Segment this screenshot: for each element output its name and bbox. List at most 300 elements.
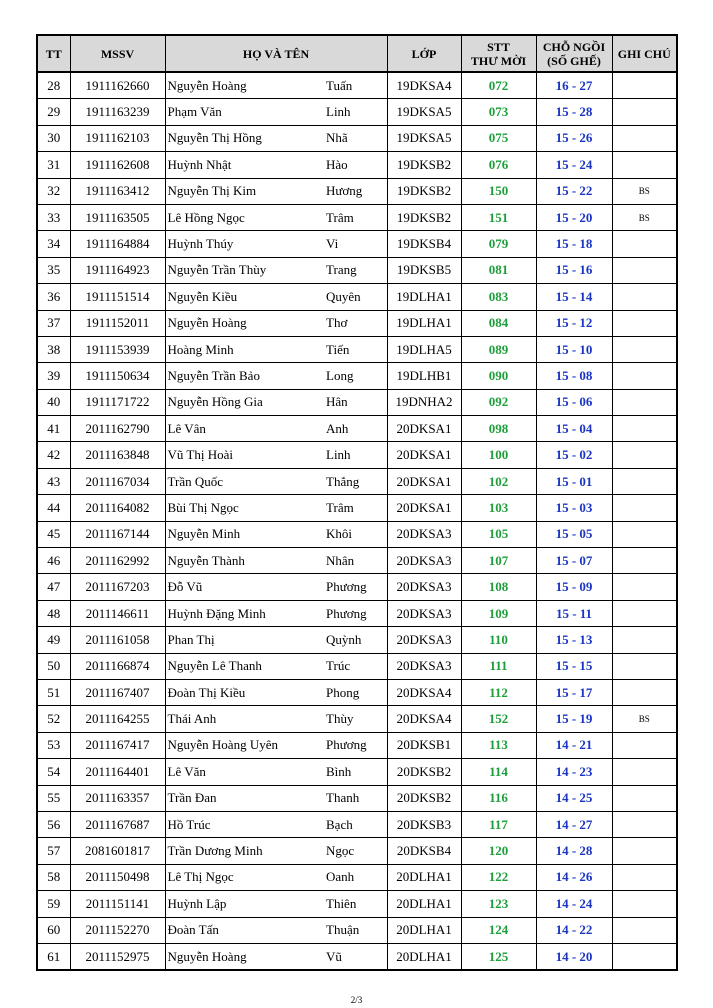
cell-lop: 20DKSA1 bbox=[387, 468, 461, 494]
cell-note bbox=[612, 574, 677, 600]
cell-lop: 20DKSA4 bbox=[387, 679, 461, 705]
cell-ho: Trần Đan bbox=[165, 785, 322, 811]
cell-stt: 117 bbox=[461, 811, 536, 837]
cell-ho: Đoàn Tấn bbox=[165, 917, 322, 943]
cell-tt: 39 bbox=[37, 363, 70, 389]
cell-lop: 20DKSA3 bbox=[387, 653, 461, 679]
cell-ten: Vũ bbox=[322, 943, 387, 970]
cell-ten: Long bbox=[322, 363, 387, 389]
cell-lop: 20DLHA1 bbox=[387, 864, 461, 890]
cell-note bbox=[612, 732, 677, 758]
cell-mssv: 2011150498 bbox=[70, 864, 165, 890]
table-row bbox=[37, 495, 677, 521]
table-row bbox=[37, 759, 677, 785]
cell-ten: Oanh bbox=[322, 864, 387, 890]
table-row bbox=[37, 943, 677, 970]
cell-mssv: 1911150634 bbox=[70, 363, 165, 389]
cell-tt: 61 bbox=[37, 943, 70, 970]
cell-ten: Linh bbox=[322, 99, 387, 125]
cell-mssv: 2011167203 bbox=[70, 574, 165, 600]
cell-stt: 111 bbox=[461, 653, 536, 679]
cell-seat: 15 - 03 bbox=[536, 495, 612, 521]
cell-lop: 20DKSA1 bbox=[387, 442, 461, 468]
cell-mssv: 1911162103 bbox=[70, 125, 165, 151]
cell-stt: 089 bbox=[461, 336, 536, 362]
cell-seat: 15 - 10 bbox=[536, 336, 612, 362]
cell-tt: 29 bbox=[37, 99, 70, 125]
cell-seat: 15 - 14 bbox=[536, 284, 612, 310]
cell-lop: 19DKSB2 bbox=[387, 178, 461, 204]
cell-seat: 14 - 28 bbox=[536, 838, 612, 864]
cell-note bbox=[612, 679, 677, 705]
cell-seat: 15 - 16 bbox=[536, 257, 612, 283]
cell-stt: 103 bbox=[461, 495, 536, 521]
table-row bbox=[37, 204, 677, 230]
cell-stt: 108 bbox=[461, 574, 536, 600]
cell-ten: Thùy bbox=[322, 706, 387, 732]
cell-ten: Bạch bbox=[322, 811, 387, 837]
cell-mssv: 2011164082 bbox=[70, 495, 165, 521]
cell-seat: 14 - 22 bbox=[536, 917, 612, 943]
cell-ten: Thanh bbox=[322, 785, 387, 811]
cell-mssv: 2011167407 bbox=[70, 679, 165, 705]
cell-seat: 15 - 20 bbox=[536, 204, 612, 230]
header-row bbox=[37, 35, 677, 72]
table-row bbox=[37, 706, 677, 732]
cell-lop: 19DLHA1 bbox=[387, 284, 461, 310]
cell-mssv: 1911163239 bbox=[70, 99, 165, 125]
cell-seat: 14 - 23 bbox=[536, 759, 612, 785]
cell-lop: 19DKSA4 bbox=[387, 72, 461, 99]
cell-seat: 15 - 08 bbox=[536, 363, 612, 389]
cell-mssv: 2011162790 bbox=[70, 416, 165, 442]
cell-stt: 152 bbox=[461, 706, 536, 732]
cell-lop: 19DNHA2 bbox=[387, 389, 461, 415]
cell-mssv: 1911153939 bbox=[70, 336, 165, 362]
cell-ho: Thái Anh bbox=[165, 706, 322, 732]
cell-tt: 40 bbox=[37, 389, 70, 415]
cell-tt: 59 bbox=[37, 891, 70, 917]
cell-note bbox=[612, 495, 677, 521]
cell-ten: Hào bbox=[322, 152, 387, 178]
cell-tt: 47 bbox=[37, 574, 70, 600]
cell-stt: 150 bbox=[461, 178, 536, 204]
table-row bbox=[37, 600, 677, 626]
cell-lop: 20DKSA3 bbox=[387, 600, 461, 626]
cell-seat: 15 - 15 bbox=[536, 653, 612, 679]
cell-ten: Vi bbox=[322, 231, 387, 257]
cell-seat: 15 - 17 bbox=[536, 679, 612, 705]
cell-seat: 15 - 19 bbox=[536, 706, 612, 732]
cell-mssv: 1911164923 bbox=[70, 257, 165, 283]
cell-seat: 15 - 18 bbox=[536, 231, 612, 257]
cell-lop: 20DKSA1 bbox=[387, 416, 461, 442]
cell-lop: 19DKSB2 bbox=[387, 152, 461, 178]
table-row bbox=[37, 336, 677, 362]
cell-ten: Linh bbox=[322, 442, 387, 468]
cell-mssv: 1911163505 bbox=[70, 204, 165, 230]
cell-note: BS bbox=[612, 706, 677, 732]
table-row bbox=[37, 548, 677, 574]
table-row bbox=[37, 574, 677, 600]
cell-note bbox=[612, 416, 677, 442]
cell-ten: Ngọc bbox=[322, 838, 387, 864]
cell-ho: Nguyễn Kiều bbox=[165, 284, 322, 310]
header-lop: LỚP bbox=[387, 35, 461, 72]
cell-lop: 19DKSA5 bbox=[387, 99, 461, 125]
cell-stt: 100 bbox=[461, 442, 536, 468]
cell-tt: 60 bbox=[37, 917, 70, 943]
cell-stt: 120 bbox=[461, 838, 536, 864]
table-row bbox=[37, 864, 677, 890]
cell-lop: 19DLHA1 bbox=[387, 310, 461, 336]
cell-lop: 20DKSA3 bbox=[387, 574, 461, 600]
cell-seat: 14 - 21 bbox=[536, 732, 612, 758]
header-stt bbox=[461, 35, 536, 72]
cell-tt: 43 bbox=[37, 468, 70, 494]
cell-seat: 15 - 24 bbox=[536, 152, 612, 178]
cell-ho: Trần Quốc bbox=[165, 468, 322, 494]
cell-ho: Lê Hồng Ngọc bbox=[165, 204, 322, 230]
header-stt-line2: THƯ MỜI bbox=[470, 53, 527, 68]
table-row bbox=[37, 442, 677, 468]
cell-tt: 46 bbox=[37, 548, 70, 574]
cell-stt: 123 bbox=[461, 891, 536, 917]
cell-tt: 33 bbox=[37, 204, 70, 230]
cell-mssv: 2011167417 bbox=[70, 732, 165, 758]
cell-mssv: 1911171722 bbox=[70, 389, 165, 415]
table-row bbox=[37, 363, 677, 389]
cell-ho: Nguyễn Lê Thanh bbox=[165, 653, 322, 679]
table-row bbox=[37, 389, 677, 415]
cell-ten: Quỳnh bbox=[322, 627, 387, 653]
table-row bbox=[37, 627, 677, 653]
cell-tt: 28 bbox=[37, 72, 70, 99]
table-row bbox=[37, 785, 677, 811]
cell-note bbox=[612, 231, 677, 257]
cell-ho: Hoàng Minh bbox=[165, 336, 322, 362]
cell-ten: Trúc bbox=[322, 653, 387, 679]
cell-note bbox=[612, 521, 677, 547]
cell-lop: 19DKSB2 bbox=[387, 204, 461, 230]
cell-ten: Thuận bbox=[322, 917, 387, 943]
cell-ten: Nhã bbox=[322, 125, 387, 151]
table-body bbox=[37, 72, 677, 970]
table-row bbox=[37, 653, 677, 679]
header-mssv: MSSV bbox=[70, 35, 165, 72]
cell-note bbox=[612, 891, 677, 917]
cell-stt: 125 bbox=[461, 943, 536, 970]
cell-tt: 44 bbox=[37, 495, 70, 521]
table-row bbox=[37, 125, 677, 151]
cell-tt: 56 bbox=[37, 811, 70, 837]
cell-lop: 20DKSB2 bbox=[387, 759, 461, 785]
cell-mssv: 1911162608 bbox=[70, 152, 165, 178]
cell-ho: Nguyễn Hoàng bbox=[165, 72, 322, 99]
cell-tt: 53 bbox=[37, 732, 70, 758]
cell-lop: 20DKSA3 bbox=[387, 548, 461, 574]
cell-ten: Trâm bbox=[322, 204, 387, 230]
cell-note bbox=[612, 468, 677, 494]
cell-mssv: 2011166874 bbox=[70, 653, 165, 679]
cell-mssv: 2011163848 bbox=[70, 442, 165, 468]
cell-stt: 081 bbox=[461, 257, 536, 283]
cell-mssv: 2011152975 bbox=[70, 943, 165, 970]
cell-note bbox=[612, 125, 677, 151]
cell-lop: 20DKSB1 bbox=[387, 732, 461, 758]
cell-ten: Thiên bbox=[322, 891, 387, 917]
cell-seat: 15 - 07 bbox=[536, 548, 612, 574]
table-row bbox=[37, 72, 677, 99]
cell-note bbox=[612, 917, 677, 943]
table-row bbox=[37, 891, 677, 917]
header-stt-line1: STT bbox=[487, 39, 510, 54]
table-row bbox=[37, 917, 677, 943]
cell-tt: 49 bbox=[37, 627, 70, 653]
cell-ho: Trần Dương Minh bbox=[165, 838, 322, 864]
cell-ho: Phạm Văn bbox=[165, 99, 322, 125]
cell-seat: 14 - 20 bbox=[536, 943, 612, 970]
cell-note: BS bbox=[612, 204, 677, 230]
cell-ten: Phương bbox=[322, 574, 387, 600]
table-row bbox=[37, 838, 677, 864]
cell-mssv: 2011152270 bbox=[70, 917, 165, 943]
cell-stt: 116 bbox=[461, 785, 536, 811]
table-row bbox=[37, 99, 677, 125]
cell-note bbox=[612, 363, 677, 389]
cell-seat: 15 - 13 bbox=[536, 627, 612, 653]
cell-tt: 31 bbox=[37, 152, 70, 178]
cell-ho: Nguyễn Trần Bảo bbox=[165, 363, 322, 389]
cell-stt: 092 bbox=[461, 389, 536, 415]
cell-stt: 151 bbox=[461, 204, 536, 230]
cell-seat: 15 - 04 bbox=[536, 416, 612, 442]
cell-mssv: 1911164884 bbox=[70, 231, 165, 257]
cell-stt: 084 bbox=[461, 310, 536, 336]
cell-mssv: 2011162992 bbox=[70, 548, 165, 574]
cell-lop: 20DLHA1 bbox=[387, 917, 461, 943]
cell-mssv: 2011164255 bbox=[70, 706, 165, 732]
cell-ho: Nguyễn Thị Hồng bbox=[165, 125, 322, 151]
cell-tt: 45 bbox=[37, 521, 70, 547]
table-row bbox=[37, 679, 677, 705]
table-row bbox=[37, 310, 677, 336]
cell-tt: 54 bbox=[37, 759, 70, 785]
cell-note bbox=[612, 99, 677, 125]
cell-ten: Quyên bbox=[322, 284, 387, 310]
cell-ho: Nguyễn Hoàng bbox=[165, 310, 322, 336]
cell-lop: 20DKSB4 bbox=[387, 838, 461, 864]
cell-tt: 30 bbox=[37, 125, 70, 151]
cell-stt: 124 bbox=[461, 917, 536, 943]
cell-ho: Nguyễn Hồng Gia bbox=[165, 389, 322, 415]
cell-mssv: 2011163357 bbox=[70, 785, 165, 811]
cell-seat: 15 - 01 bbox=[536, 468, 612, 494]
cell-lop: 19DKSB4 bbox=[387, 231, 461, 257]
cell-note bbox=[612, 310, 677, 336]
cell-stt: 073 bbox=[461, 99, 536, 125]
cell-ho: Phan Thị bbox=[165, 627, 322, 653]
cell-seat: 15 - 26 bbox=[536, 125, 612, 151]
cell-tt: 48 bbox=[37, 600, 70, 626]
header-seat-line2: (SỐ GHẾ) bbox=[547, 53, 601, 68]
cell-lop: 20DKSA3 bbox=[387, 627, 461, 653]
header-seat bbox=[536, 35, 612, 72]
cell-ho: Huỳnh Đặng Minh bbox=[165, 600, 322, 626]
cell-ten: Phong bbox=[322, 679, 387, 705]
cell-ho: Lê Thị Ngọc bbox=[165, 864, 322, 890]
cell-mssv: 2011146611 bbox=[70, 600, 165, 626]
cell-ho: Huỳnh Lập bbox=[165, 891, 322, 917]
cell-seat: 14 - 25 bbox=[536, 785, 612, 811]
cell-tt: 51 bbox=[37, 679, 70, 705]
cell-stt: 105 bbox=[461, 521, 536, 547]
cell-seat: 15 - 28 bbox=[536, 99, 612, 125]
cell-note bbox=[612, 759, 677, 785]
cell-lop: 19DLHB1 bbox=[387, 363, 461, 389]
cell-tt: 32 bbox=[37, 178, 70, 204]
cell-stt: 109 bbox=[461, 600, 536, 626]
cell-tt: 38 bbox=[37, 336, 70, 362]
table-row bbox=[37, 732, 677, 758]
cell-ten: Trâm bbox=[322, 495, 387, 521]
cell-stt: 079 bbox=[461, 231, 536, 257]
cell-mssv: 1911162660 bbox=[70, 72, 165, 99]
cell-stt: 107 bbox=[461, 548, 536, 574]
cell-ten: Trang bbox=[322, 257, 387, 283]
cell-ho: Huỳnh Thúy bbox=[165, 231, 322, 257]
cell-seat: 14 - 27 bbox=[536, 811, 612, 837]
cell-tt: 34 bbox=[37, 231, 70, 257]
cell-ten: Thắng bbox=[322, 468, 387, 494]
header-tt: TT bbox=[37, 35, 70, 72]
cell-note bbox=[612, 152, 677, 178]
cell-ho: Nguyễn Thành bbox=[165, 548, 322, 574]
cell-tt: 52 bbox=[37, 706, 70, 732]
cell-ten: Tiến bbox=[322, 336, 387, 362]
cell-ten: Thơ bbox=[322, 310, 387, 336]
cell-tt: 41 bbox=[37, 416, 70, 442]
cell-seat: 15 - 09 bbox=[536, 574, 612, 600]
cell-ho: Nguyễn Thị Kim bbox=[165, 178, 322, 204]
cell-stt: 114 bbox=[461, 759, 536, 785]
cell-ho: Huỳnh Nhật bbox=[165, 152, 322, 178]
cell-ten: Hân bbox=[322, 389, 387, 415]
cell-ho: Nguyễn Minh bbox=[165, 521, 322, 547]
cell-ho: Nguyễn Hoàng bbox=[165, 943, 322, 970]
cell-lop: 20DKSA4 bbox=[387, 706, 461, 732]
cell-lop: 20DLHA1 bbox=[387, 943, 461, 970]
cell-mssv: 1911151514 bbox=[70, 284, 165, 310]
cell-mssv: 2011151141 bbox=[70, 891, 165, 917]
cell-ten: Tuấn bbox=[322, 72, 387, 99]
cell-seat: 15 - 05 bbox=[536, 521, 612, 547]
cell-mssv: 2011164401 bbox=[70, 759, 165, 785]
cell-mssv: 2011167687 bbox=[70, 811, 165, 837]
cell-seat: 15 - 06 bbox=[536, 389, 612, 415]
cell-stt: 110 bbox=[461, 627, 536, 653]
cell-note bbox=[612, 864, 677, 890]
table-row bbox=[37, 178, 677, 204]
table-row bbox=[37, 284, 677, 310]
table-row bbox=[37, 468, 677, 494]
cell-stt: 113 bbox=[461, 732, 536, 758]
cell-note bbox=[612, 442, 677, 468]
cell-mssv: 2081601817 bbox=[70, 838, 165, 864]
cell-note bbox=[612, 838, 677, 864]
cell-ho: Hồ Trúc bbox=[165, 811, 322, 837]
cell-note bbox=[612, 72, 677, 99]
cell-stt: 075 bbox=[461, 125, 536, 151]
cell-seat: 16 - 27 bbox=[536, 72, 612, 99]
cell-ho: Nguyễn Trần Thùy bbox=[165, 257, 322, 283]
table-row bbox=[37, 416, 677, 442]
cell-mssv: 2011161058 bbox=[70, 627, 165, 653]
cell-tt: 35 bbox=[37, 257, 70, 283]
cell-stt: 076 bbox=[461, 152, 536, 178]
cell-lop: 19DKSA5 bbox=[387, 125, 461, 151]
cell-ho: Đoàn Thị Kiều bbox=[165, 679, 322, 705]
cell-note bbox=[612, 284, 677, 310]
cell-ho: Bùi Thị Ngọc bbox=[165, 495, 322, 521]
cell-lop: 19DLHA5 bbox=[387, 336, 461, 362]
cell-seat: 15 - 02 bbox=[536, 442, 612, 468]
cell-tt: 50 bbox=[37, 653, 70, 679]
cell-stt: 122 bbox=[461, 864, 536, 890]
student-seating-table bbox=[36, 34, 678, 971]
cell-note bbox=[612, 336, 677, 362]
cell-note bbox=[612, 811, 677, 837]
cell-mssv: 2011167144 bbox=[70, 521, 165, 547]
cell-seat: 14 - 24 bbox=[536, 891, 612, 917]
cell-note bbox=[612, 257, 677, 283]
cell-mssv: 2011167034 bbox=[70, 468, 165, 494]
header-name: HỌ VÀ TÊN bbox=[165, 35, 387, 72]
cell-ho: Vũ Thị Hoài bbox=[165, 442, 322, 468]
cell-tt: 58 bbox=[37, 864, 70, 890]
cell-note: BS bbox=[612, 178, 677, 204]
cell-lop: 20DKSB3 bbox=[387, 811, 461, 837]
cell-seat: 15 - 22 bbox=[536, 178, 612, 204]
cell-tt: 57 bbox=[37, 838, 70, 864]
cell-ten: Bình bbox=[322, 759, 387, 785]
table-row bbox=[37, 257, 677, 283]
cell-note bbox=[612, 943, 677, 970]
cell-lop: 19DKSB5 bbox=[387, 257, 461, 283]
cell-note bbox=[612, 785, 677, 811]
cell-note bbox=[612, 548, 677, 574]
header-seat-line1: CHỖ NGỒI bbox=[542, 39, 606, 54]
cell-lop: 20DKSB2 bbox=[387, 785, 461, 811]
cell-seat: 15 - 12 bbox=[536, 310, 612, 336]
header-note: GHI CHÚ bbox=[612, 35, 677, 72]
cell-note bbox=[612, 627, 677, 653]
table-row bbox=[37, 152, 677, 178]
cell-stt: 090 bbox=[461, 363, 536, 389]
cell-ten: Phương bbox=[322, 732, 387, 758]
cell-ten: Anh bbox=[322, 416, 387, 442]
cell-tt: 42 bbox=[37, 442, 70, 468]
cell-note bbox=[612, 653, 677, 679]
cell-mssv: 1911163412 bbox=[70, 178, 165, 204]
cell-tt: 55 bbox=[37, 785, 70, 811]
cell-seat: 14 - 26 bbox=[536, 864, 612, 890]
cell-ten: Phương bbox=[322, 600, 387, 626]
cell-mssv: 1911152011 bbox=[70, 310, 165, 336]
cell-seat: 15 - 11 bbox=[536, 600, 612, 626]
table-row bbox=[37, 521, 677, 547]
cell-note bbox=[612, 389, 677, 415]
